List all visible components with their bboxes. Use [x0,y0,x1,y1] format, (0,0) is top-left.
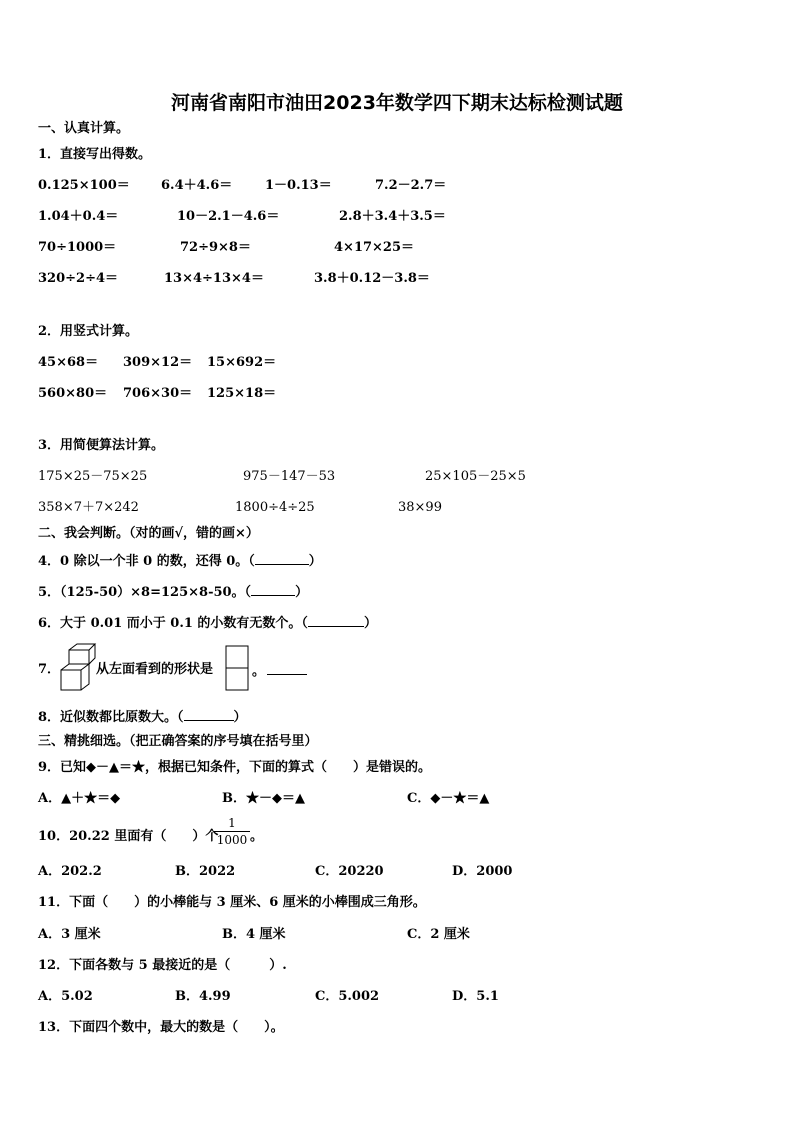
calc-item: 358×7＋7×242 [38,500,139,515]
answer-blank[interactable] [255,552,309,565]
option-d[interactable]: D．2000 [452,864,513,879]
question-13-text: 13．下面四个数中，最大的数是（ ）。 [38,1020,284,1035]
calc-item: 320÷2÷4＝ [38,271,119,286]
calc-item: 38×99 [398,500,442,515]
period: 。 [252,664,266,679]
option-a[interactable]: A．3 厘米 [38,927,101,942]
calc-item: 6.4＋4.6＝ [161,178,233,193]
calc-item: 175×25－75×25 [38,469,148,484]
calc-item: 4×17×25＝ [334,240,415,255]
question-4-text: 4．0 除以一个非 0 的数，还得 0。（ [38,554,255,569]
question-6-text: 6．大于 0.01 而小于 0.1 的小数有无数个。（ [38,616,308,631]
question-4 [38,552,322,570]
paren-close: ） [363,616,377,631]
question-5 [38,583,308,601]
answer-blank[interactable] [308,614,364,627]
answer-blank[interactable] [251,583,295,596]
question-6 [38,614,377,632]
calc-item: 7.2－2.7＝ [375,178,447,193]
calc-item: 3.8＋0.12－3.8＝ [314,271,430,286]
option-b[interactable]: B．4.99 [175,989,231,1004]
calc-item: 1－0.13＝ [265,178,332,193]
option-b[interactable]: B．★－◆＝▲ [222,791,305,806]
question-7-end [252,662,307,680]
period: 。 [250,829,264,844]
section-heading-2: 二、我会判断。（对的画√，错的画×） [38,526,259,541]
calc-item: 1800÷4÷25 [235,500,315,515]
calc-item: 125×18＝ [207,386,277,401]
option-c[interactable]: C．2 厘米 [407,927,470,942]
option-c[interactable]: C．20220 [315,864,384,879]
calc-item: 25×105－25×5 [425,469,526,484]
left-view-figure [225,645,249,691]
fraction [214,816,250,847]
question-2-label: 2．用竖式计算。 [38,324,139,339]
calc-item: 0.125×100＝ [38,178,130,193]
calc-item: 70÷1000＝ [38,240,117,255]
answer-blank[interactable] [184,708,234,721]
calc-item: 560×80＝ [38,386,108,401]
option-a[interactable]: A．▲＋★＝◆ [38,791,121,806]
option-a[interactable]: A．202.2 [38,864,102,879]
calc-item: 2.8＋3.4＋3.5＝ [339,209,446,224]
calc-item: 975－147－53 [243,469,336,484]
option-c[interactable]: C．◆－★＝▲ [407,791,490,806]
question-5-text: 5．（125-50）×8=125×8-50。（ [38,585,252,600]
paren-close: ） [233,710,247,725]
option-a[interactable]: A．5.02 [38,989,93,1004]
question-3-label: 3．用简便算法计算。 [38,438,165,453]
question-12-text: 12．下面各数与 5 最接近的是（ ）. [38,958,287,973]
section-heading-3: 三、精挑细选。（把正确答案的序号填在括号里） [38,734,318,749]
section-heading-1: 一、认真计算。 [38,121,130,136]
option-d[interactable]: D．5.1 [452,989,499,1004]
question-10-text: 10．20.22 里面有（ ）个 [38,829,219,844]
question-11-text: 11．下面（ ）的小棒能与 3 厘米、6 厘米的小棒围成三角形。 [38,895,426,910]
question-7-text: 从左面看到的形状是 [96,662,214,677]
calc-item: 706×30＝ [123,386,193,401]
option-c[interactable]: C．5.002 [315,989,380,1004]
answer-blank[interactable] [267,662,307,675]
calc-item: 15×692＝ [207,355,277,370]
cube-stack-figure [58,640,98,694]
question-7-number: 7． [38,662,61,677]
paren-close: ） [308,554,322,569]
calc-item: 1.04＋0.4＝ [38,209,119,224]
calc-item: 10－2.1－4.6＝ [177,209,280,224]
fraction-numerator: 1 [228,816,236,830]
paren-close: ） [295,585,309,600]
question-8-text: 8．近似数都比原数大。（ [38,710,184,725]
calc-item: 45×68＝ [38,355,99,370]
calc-item: 309×12＝ [123,355,193,370]
fraction-denominator: 1000 [216,833,248,847]
question-1-label: 1．直接写出得数。 [38,147,152,162]
page-title: 河南省南阳市油田2023年数学四下期末达标检测试题 [171,92,623,114]
option-b[interactable]: B．4 厘米 [222,927,286,942]
question-8 [38,708,247,726]
calc-item: 13×4÷13×4＝ [164,271,264,286]
calc-item: 72÷9×8＝ [180,240,251,255]
question-9-text: 9．已知◆－▲＝★，根据已知条件，下面的算式（ ）是错误的。 [38,760,432,775]
option-b[interactable]: B．2022 [175,864,236,879]
